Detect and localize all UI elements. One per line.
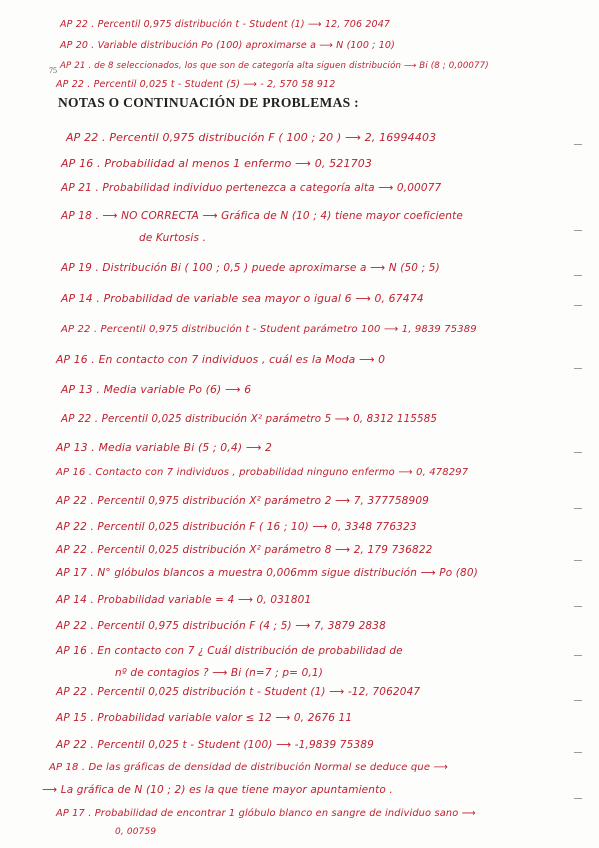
note-line: AP 22 . Percentil 0,975 distribución F (4 ; 5) ⟶ 7, 3879 2838: [56, 620, 386, 632]
note-line: 0, 00759: [115, 827, 157, 837]
note-line: AP 18 . ⟶ NO CORRECTA ⟶ Gráfica de N (10 ; 4) tiene mayor coeficiente: [61, 210, 463, 222]
note-line: AP 21 . Probabilidad individuo pertenezca a categoría alta ⟶ 0,00077: [61, 182, 442, 194]
margin-rule: [574, 752, 582, 753]
note-line: ⟶ La gráfica de N (10 ; 2) es la que tiene mayor apuntamiento .: [42, 784, 393, 796]
top-note: AP 20 . Variable distribución Po (100) aproximarse a ⟶ N (100 ; 10): [60, 40, 395, 51]
note-line: de Kurtosis .: [139, 232, 207, 244]
page-number: 75: [49, 66, 57, 75]
margin-rule: [574, 606, 582, 607]
note-line: AP 22 . Percentil 0,975 distribución X² parámetro 2 ⟶ 7, 377758909: [56, 495, 430, 507]
top-note: AP 22 . Percentil 0,975 distribución t - Student (1) ⟶ 12, 706 2047: [60, 19, 391, 30]
note-line: AP 16 . Contacto con 7 individuos , probabilidad ninguno enfermo ⟶ 0, 478297: [56, 467, 469, 478]
margin-rule: [574, 305, 582, 306]
margin-rule: [574, 798, 582, 799]
note-line: AP 22 . Percentil 0,975 distribución t - Student parámetro 100 ⟶ 1, 9839 75389: [61, 324, 477, 335]
note-line: AP 22 . Percentil 0,025 distribución X² parámetro 8 ⟶ 2, 179 736822: [56, 544, 433, 556]
note-line: AP 22 . Percentil 0,025 distribución t - Student (1) ⟶ -12, 7062047: [56, 686, 421, 698]
note-line: AP 14 . Probabilidad variable = 4 ⟶ 0, 031801: [56, 594, 312, 606]
note-line: AP 22 . Percentil 0,025 distribución F ( 16 ; 10) ⟶ 0, 3348 776323: [56, 521, 417, 533]
margin-rule: [574, 144, 582, 145]
note-line: AP 13 . Media variable Bi (5 ; 0,4) ⟶ 2: [56, 441, 273, 454]
note-line: AP 17 . N° glóbulos blancos a muestra 0,006mm sigue distribución ⟶ Po (80): [56, 567, 478, 579]
margin-rule: [574, 508, 582, 509]
note-line: AP 17 . Probabilidad de encontrar 1 glóbulo blanco en sangre de individuo sano ⟶: [56, 808, 476, 819]
note-line: AP 22 . Percentil 0,975 distribución F ( 100 ; 20 ) ⟶ 2, 16994403: [66, 131, 437, 144]
top-note: AP 22 . Percentil 0,025 t - Student (5) ⟶ - 2, 570 58 912: [56, 79, 336, 90]
margin-rule: [574, 230, 582, 231]
section-heading: NOTAS O CONTINUACIÓN DE PROBLEMAS :: [58, 95, 359, 110]
note-line: AP 16 . En contacto con 7 ¿ Cuál distribución de probabilidad de: [56, 645, 403, 657]
margin-rule: [574, 655, 582, 656]
margin-rule: [574, 452, 582, 453]
margin-rule: [574, 275, 582, 276]
note-line: AP 14 . Probabilidad de variable sea mayor o igual 6 ⟶ 0, 67474: [61, 292, 424, 305]
note-line: AP 13 . Media variable Po (6) ⟶ 6: [61, 383, 252, 396]
margin-rule: [574, 368, 582, 369]
note-line: AP 19 . Distribución Bi ( 100 ; 0,5 ) puede aproximarse a ⟶ N (50 ; 5): [61, 262, 440, 274]
top-note: AP 21 . de 8 seleccionados, los que son de categoría alta siguen distribución ⟶ Bi (8 ; 0,00077): [60, 61, 489, 71]
margin-rule: [574, 700, 582, 701]
note-line: AP 22 . Percentil 0,025 distribución X² parámetro 5 ⟶ 0, 8312 115585: [61, 413, 438, 425]
note-line: AP 15 . Probabilidad variable valor ≤ 12 ⟶ 0, 2676 11: [56, 712, 353, 724]
margin-rule: [574, 560, 582, 561]
note-line: AP 18 . De las gráficas de densidad de distribución Normal se deduce que ⟶: [49, 762, 449, 773]
note-line: nº de contagios ? ⟶ Bi (n=7 ; p= 0,1): [115, 667, 323, 679]
note-line: AP 16 . En contacto con 7 individuos , cuál es la Moda ⟶ 0: [56, 353, 386, 366]
note-line: AP 16 . Probabilidad al menos 1 enfermo ⟶ 0, 521703: [61, 157, 373, 170]
note-line: AP 22 . Percentil 0,025 t - Student (100) ⟶ -1,9839 75389: [56, 739, 374, 751]
